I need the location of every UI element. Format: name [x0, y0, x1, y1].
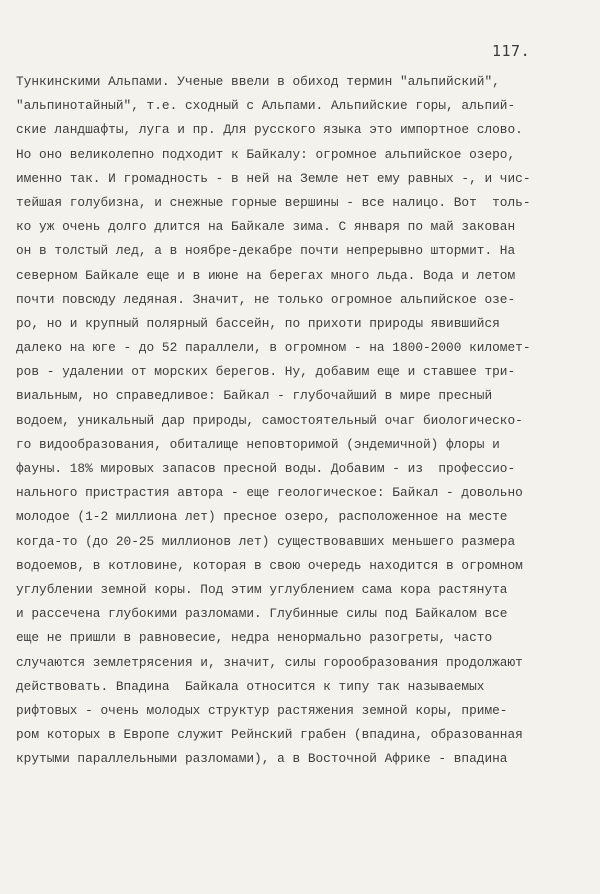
text-line: го видообразования, обиталище неповторимой (эндемичной) флоры и — [16, 436, 500, 452]
text-line: он в толстый лед, а в ноябре-декабре почти непрерывно штормит. На — [16, 243, 516, 259]
text-line: случаются землетрясения и, значит, силы горообразования продолжают — [16, 654, 523, 670]
text-line: ро, но и крупный полярный бассейн, по прихоти природы явившийся — [16, 315, 500, 331]
text-line: Но оно великолепно подходит к Байкалу: огромное альпийское озеро, — [16, 146, 516, 162]
text-line: виальным, но справедливое: Байкал - глубочайший в мире пресный — [16, 388, 493, 404]
text-line: действовать. Впадина Байкала относится к типу так называемых — [16, 678, 485, 694]
text-line: водоемов, в котловине, которая в свою очередь находится в огромном — [16, 557, 523, 573]
text-line: водоем, уникальный дар природы, самостоятельный очаг биологическо- — [16, 412, 523, 428]
text-line: Тункинскими Альпами. Ученые ввели в обиход термин "альпийский", — [16, 74, 500, 89]
text-line: ские ландшафты, луга и пр. Для русского языка это импортное слово. — [16, 122, 523, 138]
text-line: фауны. 18% мировых запасов пресной воды. Добавим - из профессио- — [16, 461, 516, 476]
text-line: именно так. И громадность - в ней на Земле нет ему равных -, и чис- — [16, 170, 531, 186]
text-line: "альпинотайный", т.е. сходный с Альпами. Альпийские горы, альпий- — [16, 98, 516, 114]
text-line: молодое (1-2 миллиона лет) пресное озеро, расположенное на месте — [16, 509, 508, 525]
page-number: 117. — [492, 42, 531, 60]
text-line: углублении земной коры. Под этим углублением сама кора растянута — [16, 581, 508, 597]
text-line: далеко на юге - до 52 параллели, в огромном - на 1800-2000 километ- — [16, 340, 531, 356]
text-line: и рассечена глубокими разломами. Глубинные силы под Байкалом все — [16, 606, 508, 622]
text-line: тейшая голубизна, и снежные горные вершины - все налицо. Вот толь- — [16, 194, 531, 210]
text-line: рифтовых - очень молодых структур растяжения земной коры, приме- — [16, 702, 508, 718]
text-line: еще не пришли в равновесие, недра ненормально разогреты, часто — [16, 630, 493, 646]
text-line: ко уж очень долго длится на Байкале зима. С января по май закован — [16, 219, 516, 235]
text-line: северном Байкале еще и в июне на берегах много льда. Вода и летом — [16, 267, 516, 283]
body-text — [16, 70, 596, 771]
text-line: крутыми параллельными разломами), а в Восточной Африке - впадина — [16, 751, 508, 767]
text-line: ров - удалении от морских берегов. Ну, добавим еще и ставшее три- — [16, 364, 516, 380]
text-line: ром которых в Европе служит Рейнский грабен (впадина, образованная — [16, 727, 523, 743]
text-line: почти повсюду ледяная. Значит, не только огромное альпийское озе- — [16, 291, 516, 307]
text-line: нального пристрастия автора - еще геологическое: Байкал - довольно — [16, 485, 523, 501]
text-line: когда-то (до 20-25 миллионов лет) существовавших меньшего размера — [16, 533, 516, 549]
